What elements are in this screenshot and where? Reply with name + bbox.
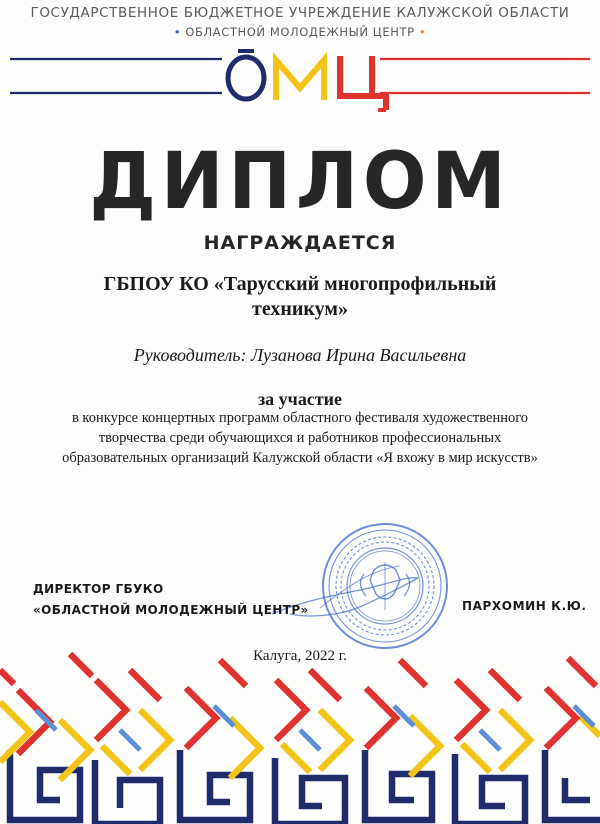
contest-description — [60, 408, 540, 468]
organization-line-1: ГБПОУ КО «Тарусский многопрофильный — [103, 273, 497, 295]
description-line-2: творчества среди обучающихся и работников профессиональных — [98, 430, 502, 446]
participation-label: за участие — [257, 389, 343, 409]
center-name: ОБЛАСТНОЙ МОЛОДЕЖНЫЙ ЦЕНТР — [185, 25, 415, 39]
blue-dot-icon: • — [173, 25, 182, 39]
center-header — [0, 25, 600, 39]
awarded-heading: НАГРАЖДАЕТСЯ — [203, 232, 397, 254]
organization-line-2: техникум» — [252, 298, 348, 320]
awarded-organization — [60, 272, 540, 322]
director-position-line-2: «ОБЛАСТНОЙ МОЛОДЕЖНЫЙ ЦЕНТР» — [33, 603, 309, 617]
orange-dot-icon: • — [418, 25, 427, 39]
place-and-date: Калуга, 2022 г. — [253, 648, 347, 664]
director-name: ПАРХОМИН К.Ю. — [462, 599, 587, 613]
description-line-1: в конкурсе концертных программ областного фестиваля художественного — [71, 410, 529, 426]
diploma-title: ДИПЛОМ — [89, 137, 511, 227]
leader-name: Руководитель: Лузанова Ирина Васильевна — [133, 345, 467, 365]
director-position — [33, 579, 309, 621]
institution-header: ГОСУДАРСТВЕННОЕ БЮДЖЕТНОЕ УЧРЕЖДЕНИЕ КАЛУЖСКОЙ ОБЛАСТИ — [30, 5, 570, 21]
director-position-line-1: ДИРЕКТОР ГБУКО — [33, 582, 164, 596]
description-line-3: образовательных организаций Калужской области «Я вхожу в мир искусств» — [62, 450, 538, 466]
omc-logo — [0, 48, 600, 120]
decorative-meander-pattern — [0, 650, 600, 824]
